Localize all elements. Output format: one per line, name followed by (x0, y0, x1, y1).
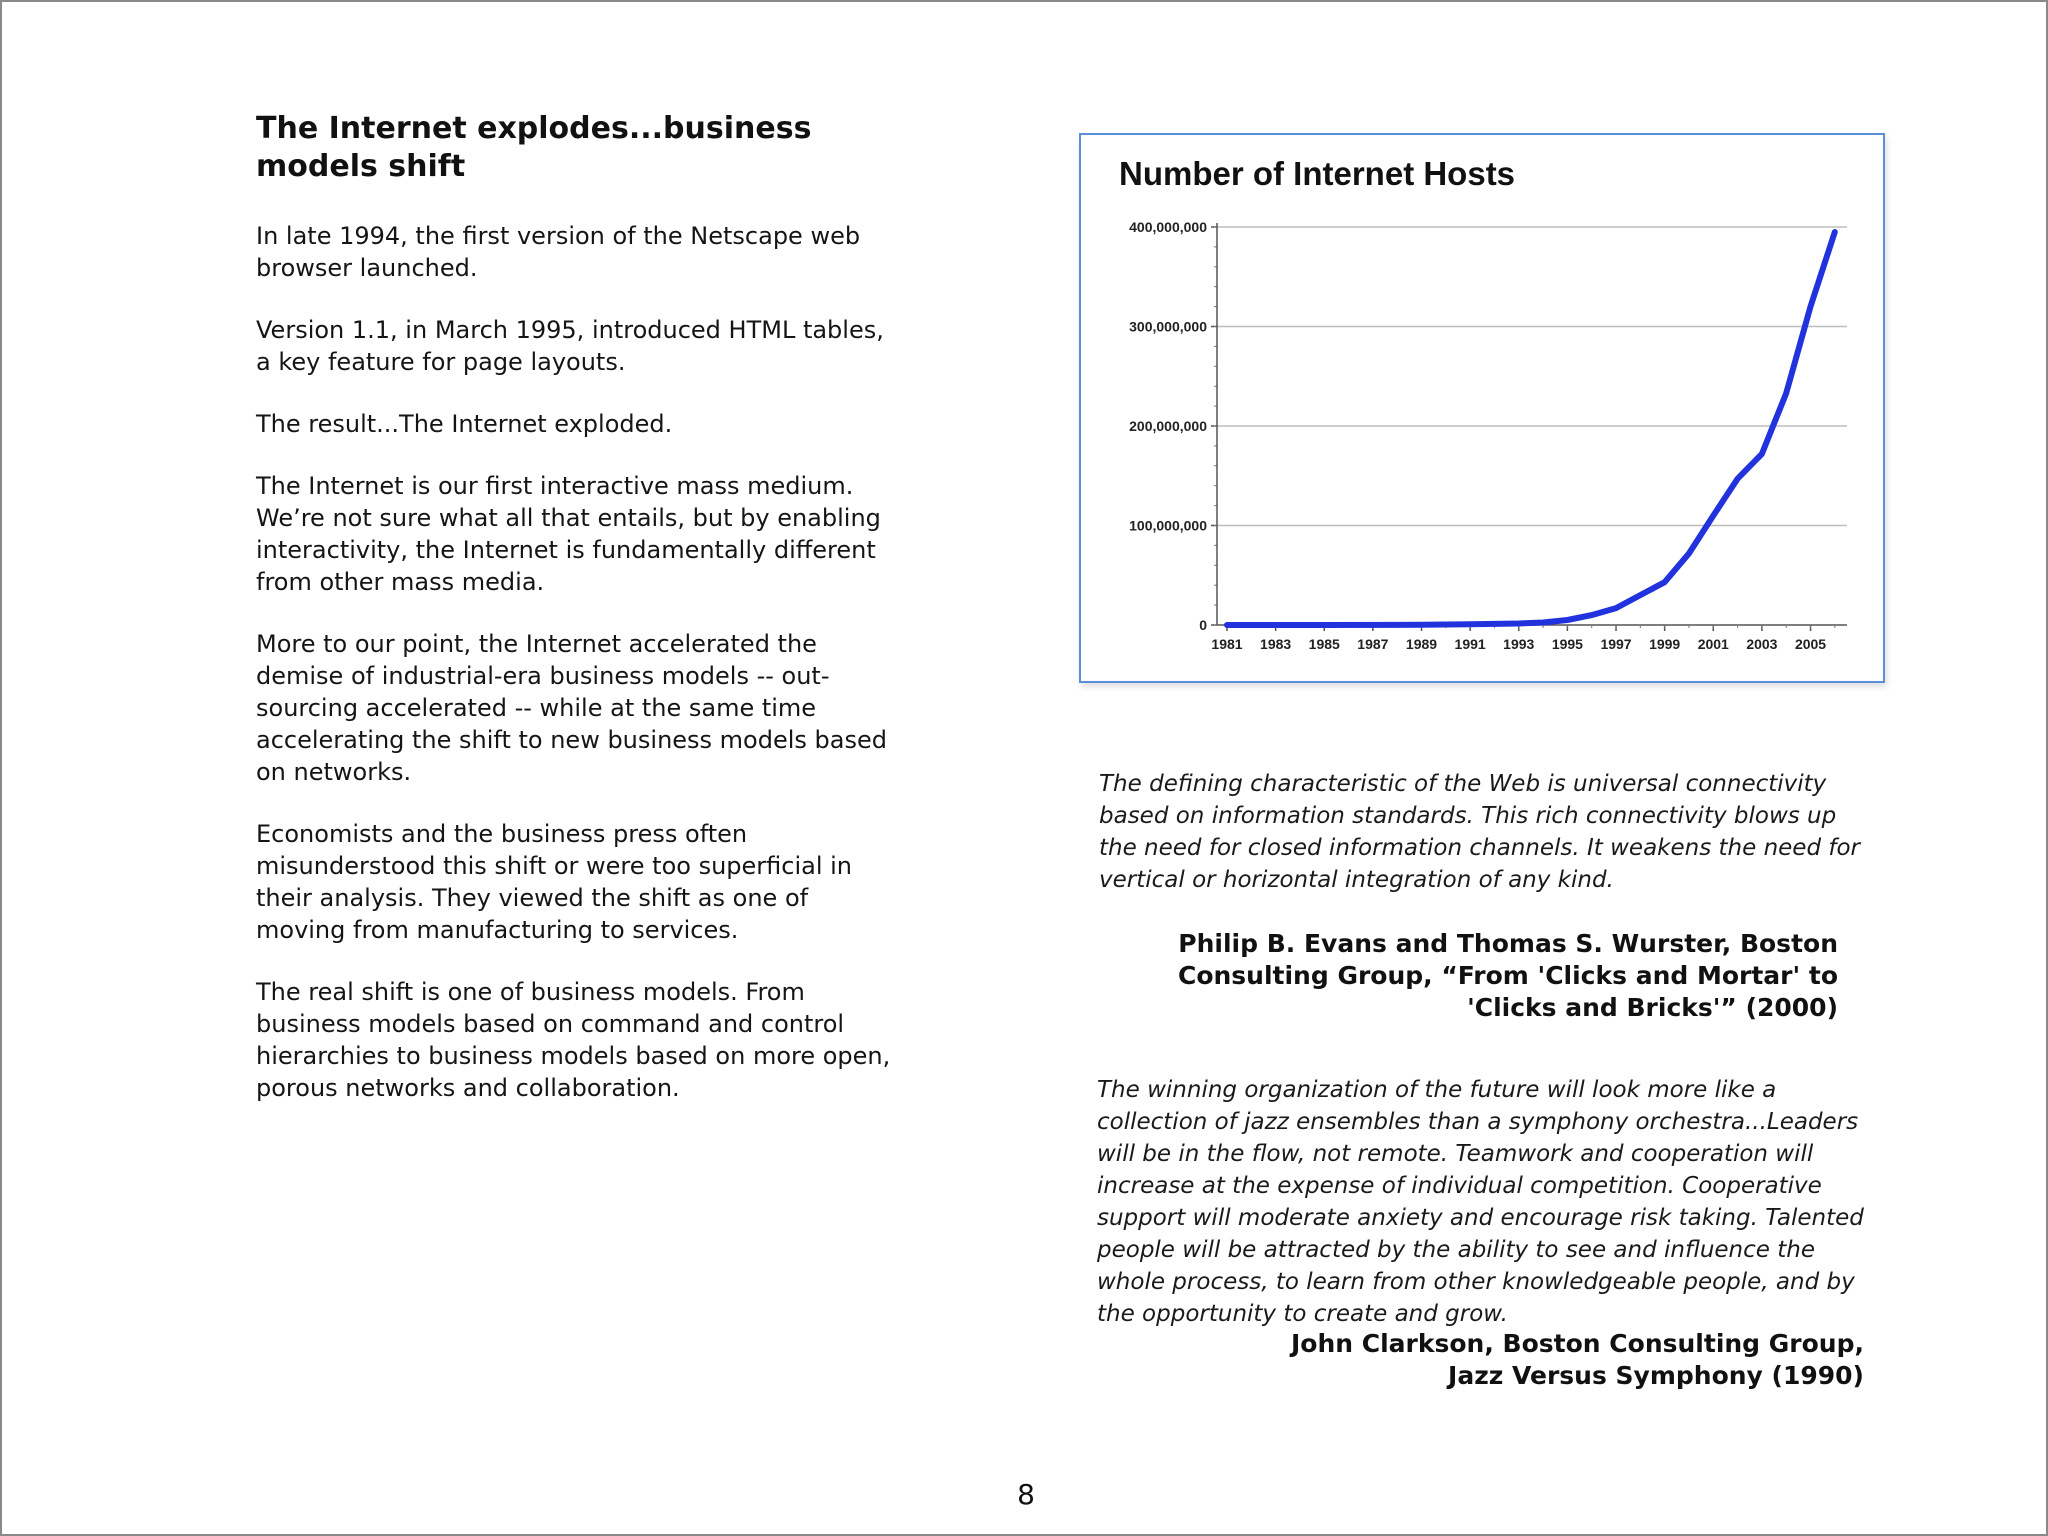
y-tick-label: 300,000,000 (1129, 318, 1207, 335)
main-text-column (256, 110, 896, 1134)
attribution-line: 'Clicks and Bricks'” (2000) (1467, 993, 1838, 1022)
paragraph: In late 1994, the first version of the Netscape web browser launched. (256, 222, 861, 282)
paragraph: Version 1.1, in March 1995, introduced HTML tables, a key feature for page layouts. (256, 316, 884, 376)
data-point (1810, 306, 1811, 307)
attribution-line: Philip B. Evans and Thomas S. Wurster, Boston (1178, 929, 1838, 958)
section-heading-line-1: The Internet explodes...business (256, 111, 812, 146)
chart-gridlines (1217, 227, 1847, 526)
data-point (1688, 553, 1689, 554)
data-point (1567, 620, 1568, 621)
y-tick-label: 400,000,000 (1129, 219, 1207, 235)
paragraph: More to our point, the Internet accelerated the demise of industrial-era business models -- out-sourcing accelerated -- while at the same time accelerating the shift to new business models based on networks. (256, 630, 887, 786)
x-tick-label: 1999 (1649, 636, 1681, 652)
data-point (1664, 582, 1665, 583)
series-line-internet-hosts (1227, 232, 1835, 625)
x-tick-label: 1981 (1211, 636, 1243, 652)
data-point (1713, 515, 1714, 516)
chart-series (1227, 231, 1836, 625)
paragraph: The real shift is one of business models. From business models based on command and control hierarchies to business models based on more open, porous networks and collaboration. (256, 978, 891, 1102)
x-tick-label: 1983 (1260, 636, 1292, 652)
data-point (1834, 231, 1835, 232)
attribution-line: Jazz Versus Symphony (1990) (1448, 1361, 1864, 1390)
paragraph: The Internet is our first interactive mass medium. We’re not sure what all that entails, but by enabling interactivity, the Internet is fundamentally different from other mass media. (256, 472, 881, 596)
data-point (1227, 625, 1228, 626)
x-tick-label: 1987 (1357, 636, 1389, 652)
quote-attribution-clarkson (1132, 1328, 1864, 1392)
data-point (1543, 622, 1544, 623)
x-tick-label: 2005 (1794, 636, 1827, 652)
x-tick-label: 1997 (1600, 636, 1632, 652)
data-point (1786, 393, 1787, 394)
chart-canvas (1081, 135, 1883, 681)
data-point (1470, 624, 1471, 625)
paragraph: The result...The Internet exploded. (256, 410, 673, 438)
y-axis-ticks (1129, 219, 1207, 633)
y-tick-label: 100,000,000 (1129, 517, 1207, 534)
x-tick-label: 2003 (1746, 636, 1778, 652)
section-heading-line-2: models shift (256, 149, 466, 184)
x-tick-label: 2001 (1697, 636, 1729, 652)
y-tick-label: 0 (1199, 617, 1207, 633)
paragraph: Economists and the business press often misunderstood this shift or were too superficial in their analysis. They viewed the shift as one of moving from manufacturing to services. (256, 820, 853, 944)
chart-axes (1211, 223, 1847, 631)
x-axis-ticks (1211, 636, 1826, 652)
quote-attribution-evans-wurster (1132, 928, 1838, 1024)
internet-hosts-chart (1079, 133, 1885, 683)
x-tick-label: 1985 (1308, 636, 1340, 652)
data-point (1421, 624, 1422, 625)
section-heading (256, 110, 896, 186)
data-point (1324, 625, 1325, 626)
data-point (1591, 615, 1592, 616)
x-tick-label: 1991 (1454, 636, 1486, 652)
data-point (1518, 623, 1519, 624)
data-point (1616, 608, 1617, 609)
quote-clarkson: The winning organization of the future will look more like a collection of jazz ensembles than a symphony orchestra...Leaders will be in the flow, not remote. Teamwork and cooperation will increase at the expense of individual competition. Cooperative support will moderate anxiety and encourage risk taking. Talented people will be attracted by the ability to see and influence the whole process, to learn from other knowledgeable people, and by the opportunity to create and grow. (1097, 1077, 1864, 1327)
quote-evans-wurster: The defining characteristic of the Web is universal connectivity based on information standards. This rich connectivity blows up the need for closed information channels. It weakens the need for vertical or horizontal integration of any kind. (1099, 771, 1860, 893)
data-point (1640, 595, 1641, 596)
data-point (1737, 478, 1738, 479)
chart-title: Number of Internet Hosts (1119, 155, 1516, 192)
attribution-line: Consulting Group, “From 'Clicks and Mortar' to (1177, 961, 1838, 990)
y-tick-label: 200,000,000 (1129, 418, 1207, 434)
x-tick-label: 1995 (1551, 636, 1583, 652)
page-number: 8 (1017, 1478, 1035, 1511)
x-tick-label: 1989 (1405, 636, 1438, 652)
x-tick-label: 1993 (1503, 636, 1535, 652)
attribution-line: John Clarkson, Boston Consulting Group, (1290, 1329, 1864, 1358)
data-point (1761, 453, 1762, 454)
